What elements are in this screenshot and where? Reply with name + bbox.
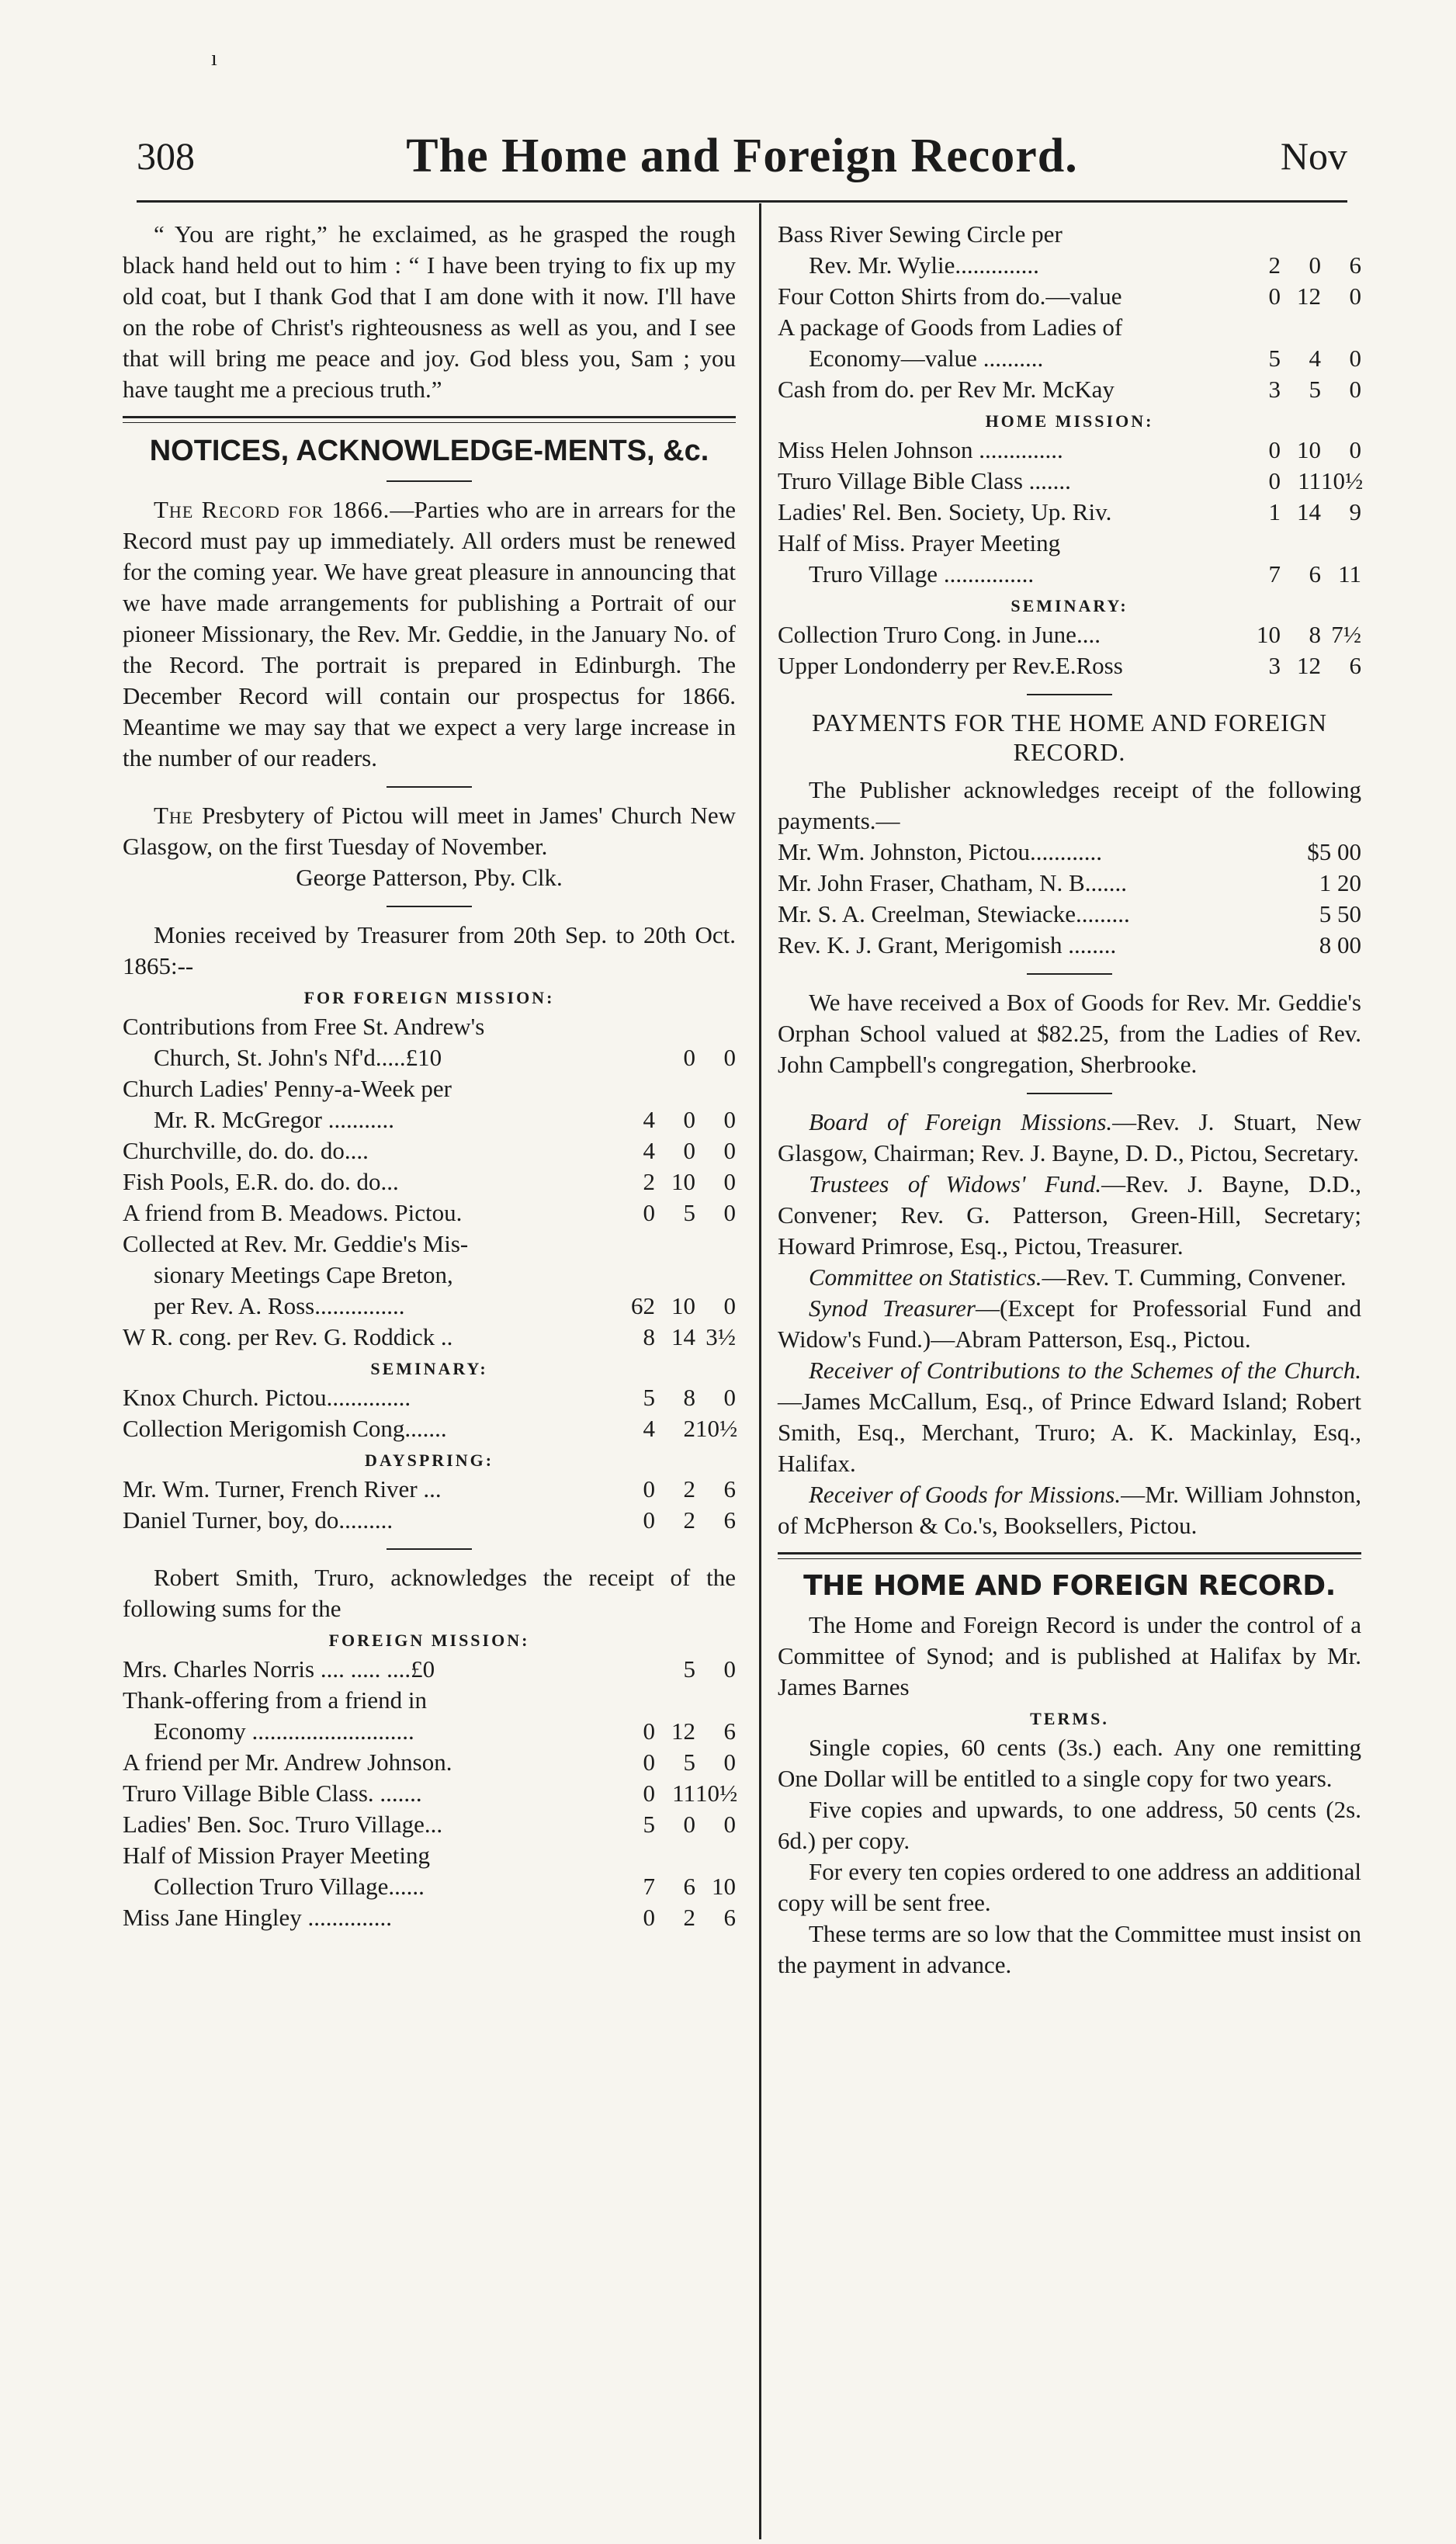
- ledger-shillings: 0: [683, 1106, 695, 1133]
- ledger-row: [778, 650, 1361, 681]
- seminary-heading: SEMINARY:: [370, 1359, 488, 1378]
- right-column: [778, 219, 1364, 1981]
- ledger-row: [123, 1505, 736, 1536]
- payment-desc: Rev. K. J. Grant, Merigomish ........: [778, 931, 1117, 958]
- ledger-shillings: 11: [672, 1780, 695, 1807]
- ledger-shillings: 2: [683, 1415, 695, 1442]
- divider: [387, 906, 472, 907]
- ledger-row: [123, 1809, 736, 1840]
- ledger-pence: 10: [712, 1873, 736, 1900]
- ledger-pounds: 4: [643, 1106, 655, 1133]
- ledger-shillings: 12: [671, 1717, 695, 1745]
- ledger-pence: [695, 1840, 736, 1871]
- ledger-pence: 0: [723, 1168, 736, 1195]
- ledger-pence: 0: [723, 1137, 736, 1164]
- ledger-shillings: [1281, 312, 1321, 343]
- ledger-pounds: 1: [1268, 498, 1281, 525]
- ledger-shillings: 5: [683, 1749, 695, 1776]
- ledger-shillings: 0: [1309, 251, 1321, 279]
- ledger-shillings: 0: [683, 1044, 695, 1071]
- payments-heading: PAYMENTS FOR THE HOME AND FOREIGN RECORD.: [812, 709, 1327, 766]
- ledger-pounds: 5: [643, 1384, 655, 1411]
- ledger-pounds: 10: [1257, 621, 1281, 648]
- header-rule: [137, 200, 1347, 203]
- ledger-shillings: [1281, 528, 1321, 559]
- ledger-desc: Collected at Rev. Mr. Geddie's Mis-: [123, 1230, 469, 1257]
- ledger-pence: 6: [723, 1717, 736, 1745]
- presbytery-lead: The: [154, 802, 194, 829]
- ledger-desc: A package of Goods from Ladies of: [778, 314, 1123, 341]
- ledger-pence: 9: [1349, 498, 1361, 525]
- ledger-row: [123, 1042, 736, 1073]
- margin-mark: ı: [211, 47, 217, 71]
- ledger-shillings: 12: [1297, 282, 1321, 310]
- ledger-shillings: 11: [1298, 467, 1321, 494]
- seminary-list-right: [778, 619, 1361, 681]
- ledger-pounds: [1217, 528, 1281, 559]
- ledger-shillings: 2: [683, 1475, 695, 1502]
- receiver-goods-notice: [778, 1479, 1361, 1541]
- ledger-pence: [695, 1073, 736, 1104]
- ledger-pence: [695, 1685, 736, 1716]
- ledger-pounds: 4: [643, 1137, 655, 1164]
- ledger-pounds: [591, 1011, 655, 1042]
- ledger-pence: 0: [723, 1106, 736, 1133]
- payment-desc: Mr. John Fraser, Chatham, N. B.......: [778, 869, 1127, 896]
- ledger-row: [778, 559, 1361, 590]
- divider: [387, 1548, 472, 1550]
- ledger-shillings: 5: [1309, 376, 1321, 403]
- ledger-shillings: 6: [1309, 560, 1321, 587]
- ledger-pence: 0: [723, 1655, 736, 1683]
- ledger-pounds: [1217, 312, 1281, 343]
- payment-amount: 5 50: [1319, 900, 1361, 927]
- ledger-pence: 10½: [695, 1780, 738, 1807]
- ledger-pounds: [591, 1042, 655, 1073]
- ledger-row: [123, 1474, 736, 1505]
- synod-label: Synod Treasurer: [809, 1295, 976, 1322]
- ledger-pence: 0: [723, 1811, 736, 1838]
- payment-row: [778, 868, 1361, 899]
- ledger-pence: [695, 1011, 736, 1042]
- ledger-pounds: 0: [643, 1506, 655, 1534]
- payment-desc: Mr. S. A. Creelman, Stewiacke.........: [778, 900, 1130, 927]
- synod-notice: [778, 1293, 1361, 1355]
- ledger-row: [123, 1322, 736, 1353]
- ledger-pounds: 0: [643, 1475, 655, 1502]
- terms-heading: TERMS.: [1030, 1709, 1109, 1728]
- ledger-pence: 6: [723, 1475, 736, 1502]
- ledger-desc: Knox Church. Pictou..............: [123, 1384, 411, 1411]
- receiver-label: Receiver of Contributions to the Schemes of the Church.: [809, 1357, 1361, 1384]
- ledger-shillings: 12: [1297, 652, 1321, 679]
- ledger-desc: A friend per Mr. Andrew Johnson.: [123, 1749, 452, 1776]
- ledger-row: [778, 219, 1361, 250]
- ledger-desc: Mrs. Charles Norris .... ..... ....£0: [123, 1655, 435, 1683]
- ledger-pence: [1321, 312, 1361, 343]
- ledger-row: [123, 1011, 736, 1042]
- ledger-row: [123, 1135, 736, 1166]
- ledger-shillings: 14: [671, 1323, 695, 1350]
- payments-list: [778, 837, 1361, 961]
- ledger-pence: 6: [723, 1506, 736, 1534]
- foreign-mission-heading: FOR FOREIGN MISSION:: [303, 988, 555, 1007]
- ledger-row: [123, 1104, 736, 1135]
- presbytery-notice: [123, 800, 736, 862]
- ledger-row: [778, 343, 1361, 374]
- ledger-pence: 11: [1338, 560, 1361, 587]
- foreign-mission-list: [123, 1011, 736, 1353]
- ledger-row: [123, 1778, 736, 1809]
- ledger-desc: Upper Londonderry per Rev.E.Ross: [778, 652, 1123, 679]
- ledger-desc: Half of Mission Prayer Meeting: [123, 1842, 431, 1869]
- terms-single-copies: Single copies, 60 cents (3s.) each. Any one remitting One Dollar will be entitled to a single copy for two years.: [778, 1734, 1361, 1792]
- record-description: The Home and Foreign Record is under the control of a Committee of Synod; and is published at Halifax by Mr. James Barnes: [778, 1611, 1361, 1700]
- ledger-pounds: 0: [643, 1904, 655, 1931]
- ledger-pounds: 62: [631, 1292, 655, 1319]
- box-of-goods-notice: We have received a Box of Goods for Rev. Mr. Geddie's Orphan School valued at $82.25, from the Ladies of Rev. John Campbell's congregation, Sherbrooke.: [778, 989, 1361, 1078]
- payment-row: [778, 837, 1361, 868]
- ledger-row: [778, 497, 1361, 528]
- ledger-pounds: 3: [1268, 652, 1281, 679]
- payment-desc: Mr. Wm. Johnston, Pictou............: [778, 838, 1102, 865]
- home-mission-list: [778, 435, 1364, 590]
- ledger-row: [778, 435, 1361, 466]
- ledger-pence: 0: [723, 1749, 736, 1776]
- ledger-pence: [1321, 528, 1361, 559]
- ledger-shillings: 10: [671, 1292, 695, 1319]
- ledger-pounds: 2: [643, 1168, 655, 1195]
- ledger-desc: Truro Village Bible Class .......: [778, 467, 1071, 494]
- ledger-row: [123, 1260, 736, 1291]
- ledger-row: [123, 1291, 736, 1322]
- ledger-desc: Rev. Mr. Wylie..............: [809, 251, 1039, 279]
- ledger-row: [123, 1902, 736, 1933]
- ledger-row: [778, 528, 1361, 559]
- presbytery-signature: George Patterson, Pby. Clk.: [296, 864, 563, 891]
- ledger-pounds: [591, 1260, 655, 1291]
- ledger-pence: 6: [1349, 652, 1361, 679]
- ledger-desc: Collection Merigomish Cong.......: [123, 1415, 447, 1442]
- ledger-shillings: [655, 1011, 695, 1042]
- monies-intro: Monies received by Treasurer from 20th Sep. to 20th Oct. 1865:--: [123, 921, 736, 979]
- ledger-desc: Church Ladies' Penny-a-Week per: [123, 1075, 452, 1102]
- ledger-row: [123, 1229, 736, 1260]
- ledger-pounds: 4: [643, 1415, 655, 1442]
- ledger-desc: W R. cong. per Rev. G. Roddick ..: [123, 1323, 453, 1350]
- record-notice-lead: The Record for 1866.: [154, 496, 390, 523]
- ledger-shillings: 8: [1309, 621, 1321, 648]
- terms-advance: These terms are so low that the Committee must insist on the payment in advance.: [778, 1920, 1361, 1978]
- section-rule: [778, 1552, 1361, 1559]
- ledger-shillings: [655, 1073, 695, 1104]
- ledger-desc: Economy ...........................: [154, 1717, 414, 1745]
- goods-list: [778, 219, 1361, 405]
- ledger-row: [123, 1716, 736, 1747]
- ledger-desc: Daniel Turner, boy, do.........: [123, 1506, 393, 1534]
- ledger-pence: 0: [723, 1044, 736, 1071]
- terms-five-copies: Five copies and upwards, to one address, 50 cents (2s. 6d.) per copy.: [778, 1796, 1361, 1854]
- committee-notice: [778, 1262, 1361, 1293]
- ledger-desc: Bass River Sewing Circle per: [778, 220, 1063, 248]
- payment-row: [778, 930, 1361, 961]
- ledger-pence: 6: [723, 1904, 736, 1931]
- record-notice-text: —Parties who are in arrears for the Record must pay up immediately. All orders must be renewed for the coming year. We have great pleasure in announcing that we have made arrangements for publishing a Portrait of our pioneer Missionary, the Rev. Mr. Geddie, in the January No. of the Record. The portrait is prepared in Edinburgh. The December Record will contain our prospectus for 1866. Meantime we may say that we expect a very large increase in the number of our readers.: [123, 496, 736, 771]
- record-title: THE HOME AND FOREIGN RECORD.: [803, 1570, 1336, 1602]
- ledger-desc: sionary Meetings Cape Breton,: [154, 1261, 453, 1288]
- ledger-desc: Churchville, do. do. do....: [123, 1137, 369, 1164]
- payment-row: [778, 899, 1361, 930]
- ledger-desc: Collection Truro Village......: [154, 1873, 425, 1900]
- ledger-pounds: 8: [643, 1323, 655, 1350]
- ledger-desc: Four Cotton Shirts from do.—value: [778, 282, 1122, 310]
- committee-label: Committee on Statistics.: [809, 1263, 1042, 1291]
- ledger-row: [123, 1382, 736, 1413]
- payments-intro: The Publisher acknowledges receipt of the following payments.—: [778, 776, 1361, 834]
- ledger-shillings: 0: [683, 1811, 695, 1838]
- ledger-shillings: 5: [683, 1655, 695, 1683]
- ledger-shillings: 10: [1297, 436, 1321, 463]
- ledger-shillings: [655, 1260, 695, 1291]
- payment-amount: 8 00: [1319, 931, 1361, 958]
- payment-amount: $5 00: [1307, 838, 1361, 865]
- ledger-pounds: 0: [1268, 467, 1281, 494]
- ledger-row: [123, 1413, 736, 1444]
- ledger-pounds: [591, 1685, 655, 1716]
- ledger-shillings: [655, 1229, 695, 1260]
- ledger-pence: 7½: [1331, 621, 1361, 648]
- receiver-goods-text: —Mr. William Johnston, of McPherson & Co.'s, Booksellers, Pictou.: [778, 1481, 1361, 1539]
- ledger-pounds: [1217, 219, 1281, 250]
- ledger-pence: 6: [1349, 251, 1361, 279]
- divider: [387, 480, 472, 482]
- ledger-desc: Mr. Wm. Turner, French River ...: [123, 1475, 442, 1502]
- ledger-pence: 0: [1349, 376, 1361, 403]
- ledger-desc: Collection Truro Cong. in June....: [778, 621, 1101, 648]
- ledger-shillings: [655, 1685, 695, 1716]
- ledger-pounds: 2: [1268, 251, 1281, 279]
- divider: [387, 786, 472, 788]
- ledger-pounds: 0: [643, 1780, 655, 1807]
- ledger-desc: A friend from B. Meadows. Pictou.: [123, 1199, 463, 1226]
- ledger-shillings: 2: [683, 1904, 695, 1931]
- ledger-desc: Contributions from Free St. Andrew's: [123, 1013, 485, 1040]
- ledger-desc: Mr. R. McGregor ...........: [154, 1106, 394, 1133]
- board-label: Board of Foreign Missions.: [809, 1108, 1113, 1135]
- ledger-pounds: 7: [643, 1873, 655, 1900]
- ledger-pounds: 3: [1268, 376, 1281, 403]
- ledger-shillings: 5: [683, 1199, 695, 1226]
- divider: [1027, 973, 1112, 975]
- section-rule: [123, 416, 736, 423]
- ledger-row: [123, 1871, 736, 1902]
- issue-month: Nov: [1280, 134, 1347, 178]
- ledger-row: [778, 619, 1361, 650]
- ledger-pence: 0: [1349, 436, 1361, 463]
- page-number: 308: [137, 134, 195, 178]
- trustees-notice: [778, 1169, 1361, 1262]
- ledger-row: [778, 374, 1361, 405]
- ledger-pence: 3½: [705, 1323, 736, 1350]
- ledger-desc: Miss Helen Johnson ..............: [778, 436, 1063, 463]
- ledger-pounds: 5: [643, 1811, 655, 1838]
- ledger-shillings: 2: [683, 1506, 695, 1534]
- page-header: [137, 130, 1347, 189]
- ledger-pounds: 7: [1268, 560, 1281, 587]
- divider: [1027, 694, 1112, 695]
- ledger-pence: 0: [1349, 345, 1361, 372]
- ledger-row: [123, 1654, 736, 1685]
- synod-text: —(Except for Professorial Fund and Widow's Fund.)—Abram Patterson, Esq., Pictou.: [778, 1295, 1362, 1353]
- record-notice: [123, 494, 736, 774]
- ledger-desc: Half of Miss. Prayer Meeting: [778, 529, 1061, 556]
- terms-ten-copies: For every ten copies ordered to one address an additional copy will be sent free.: [778, 1858, 1361, 1916]
- ledger-desc: Truro Village ...............: [809, 560, 1035, 587]
- receiver-notice: [778, 1355, 1361, 1479]
- ledger-pence: 0: [723, 1199, 736, 1226]
- ledger-pounds: [591, 1229, 655, 1260]
- ledger-pence: [1321, 219, 1361, 250]
- seminary-heading-right: SEMINARY:: [1011, 596, 1128, 615]
- ledger-desc: per Rev. A. Ross...............: [154, 1292, 405, 1319]
- board-notice: [778, 1107, 1361, 1169]
- ledger-shillings: [655, 1840, 695, 1871]
- ledger-shillings: 8: [683, 1384, 695, 1411]
- ledger-row: [778, 312, 1361, 343]
- ledger-desc: Miss Jane Hingley ..............: [123, 1904, 393, 1931]
- receiver-text: —James McCallum, Esq., of Prince Edward Island; Robert Smith, Esq., Merchant, Truro; A. K. Mackinlay, Esq., Halifax.: [778, 1388, 1361, 1477]
- ledger-shillings: 0: [683, 1137, 695, 1164]
- ledger-row: [123, 1685, 736, 1716]
- receiver-goods-label: Receiver of Goods for Missions.: [809, 1481, 1121, 1508]
- ledger-row: [123, 1073, 736, 1104]
- ledger-pounds: [591, 1654, 655, 1685]
- trustees-label: Trustees of Widows' Fund.: [809, 1170, 1102, 1197]
- ledger-desc: Ladies' Rel. Ben. Society, Up. Riv.: [778, 498, 1112, 525]
- ledger-desc: Fish Pools, E.R. do. do. do...: [123, 1168, 399, 1195]
- ledger-shillings: 14: [1297, 498, 1321, 525]
- ledger-pounds: 0: [643, 1199, 655, 1226]
- ledger-row: [123, 1840, 736, 1871]
- left-column: [123, 219, 736, 1933]
- ledger-pounds: [591, 1073, 655, 1104]
- ledger-row: [778, 281, 1361, 312]
- ledger-pence: 10½: [1321, 467, 1364, 494]
- ledger-desc: Cash from do. per Rev Mr. McKay: [778, 376, 1115, 403]
- ledger-desc: Truro Village Bible Class. .......: [123, 1780, 422, 1807]
- seminary-list: [123, 1382, 736, 1444]
- ledger-pounds: 0: [643, 1749, 655, 1776]
- board-text: —Rev. J. Stuart, New Glasgow, Chairman; Rev. J. Bayne, D. D., Pictou, Secretary.: [778, 1108, 1361, 1166]
- ledger-shillings: 10: [671, 1168, 695, 1195]
- robert-smith-intro: Robert Smith, Truro, acknowledges the receipt of the following sums for the: [123, 1564, 736, 1622]
- ledger-shillings: [1281, 219, 1321, 250]
- ledger-row: [123, 1166, 736, 1197]
- ledger-pence: 0: [723, 1384, 736, 1411]
- payment-amount: 1 20: [1319, 869, 1361, 896]
- dayspring-list: [123, 1474, 736, 1536]
- ledger-pounds: 0: [1268, 282, 1281, 310]
- ledger-pounds: 0: [1268, 436, 1281, 463]
- ledger-desc: Church, St. John's Nf'd.....£10: [154, 1044, 442, 1071]
- presbytery-text: Presbytery of Pictou will meet in James' Church New Glasgow, on the first Tuesday of November.: [123, 802, 736, 860]
- ledger-pence: [695, 1260, 736, 1291]
- ledger-pounds: [591, 1840, 655, 1871]
- ledger-shillings: 4: [1309, 345, 1321, 372]
- foreign-mission-list-2: [123, 1654, 736, 1933]
- ledger-pounds: 5: [1268, 345, 1281, 372]
- dayspring-heading: DAYSPRING:: [364, 1450, 494, 1470]
- column-divider: [759, 203, 761, 2539]
- ledger-row: [778, 250, 1361, 281]
- ledger-pence: 0: [723, 1292, 736, 1319]
- home-mission-heading: HOME MISSION:: [985, 411, 1154, 431]
- notices-heading: NOTICES, ACKNOWLEDGE-MENTS, &c.: [149, 435, 709, 467]
- ledger-pence: 10½: [695, 1415, 738, 1442]
- ledger-row: [123, 1197, 736, 1229]
- ledger-desc: Ladies' Ben. Soc. Truro Village...: [123, 1811, 443, 1838]
- trustees-text: —Rev. J. Bayne, D.D., Convener; Rev. G. Patterson, Green-Hill, Secretary; Howard Primrose, Esq., Pictou, Treasurer.: [778, 1170, 1361, 1260]
- divider: [1027, 1093, 1112, 1094]
- foreign-mission-heading-2: FOREIGN MISSION:: [328, 1631, 530, 1650]
- ledger-row: [123, 1747, 736, 1778]
- ledger-pounds: 0: [643, 1717, 655, 1745]
- ledger-pence: [695, 1229, 736, 1260]
- ledger-pence: 0: [1349, 282, 1361, 310]
- ledger-shillings: 6: [683, 1873, 695, 1900]
- committee-text: —Rev. T. Cumming, Convener.: [1042, 1263, 1347, 1291]
- ledger-desc: Thank-offering from a friend in: [123, 1686, 427, 1714]
- ledger-desc: Economy—value ..........: [809, 345, 1044, 372]
- ledger-row: [778, 466, 1364, 497]
- journal-title: The Home and Foreign Record.: [406, 130, 1078, 182]
- quote-paragraph: “ You are right,” he exclaimed, as he grasped the rough black hand held out to him : “ I have been trying to fix up my old coat, but I thank God that I am done with it now. I'll have on the robe of Christ's righteousness as well as you, and I see that will bring me peace and joy. God bless you, Sam ; you have taught me a precious truth.”: [123, 220, 736, 403]
